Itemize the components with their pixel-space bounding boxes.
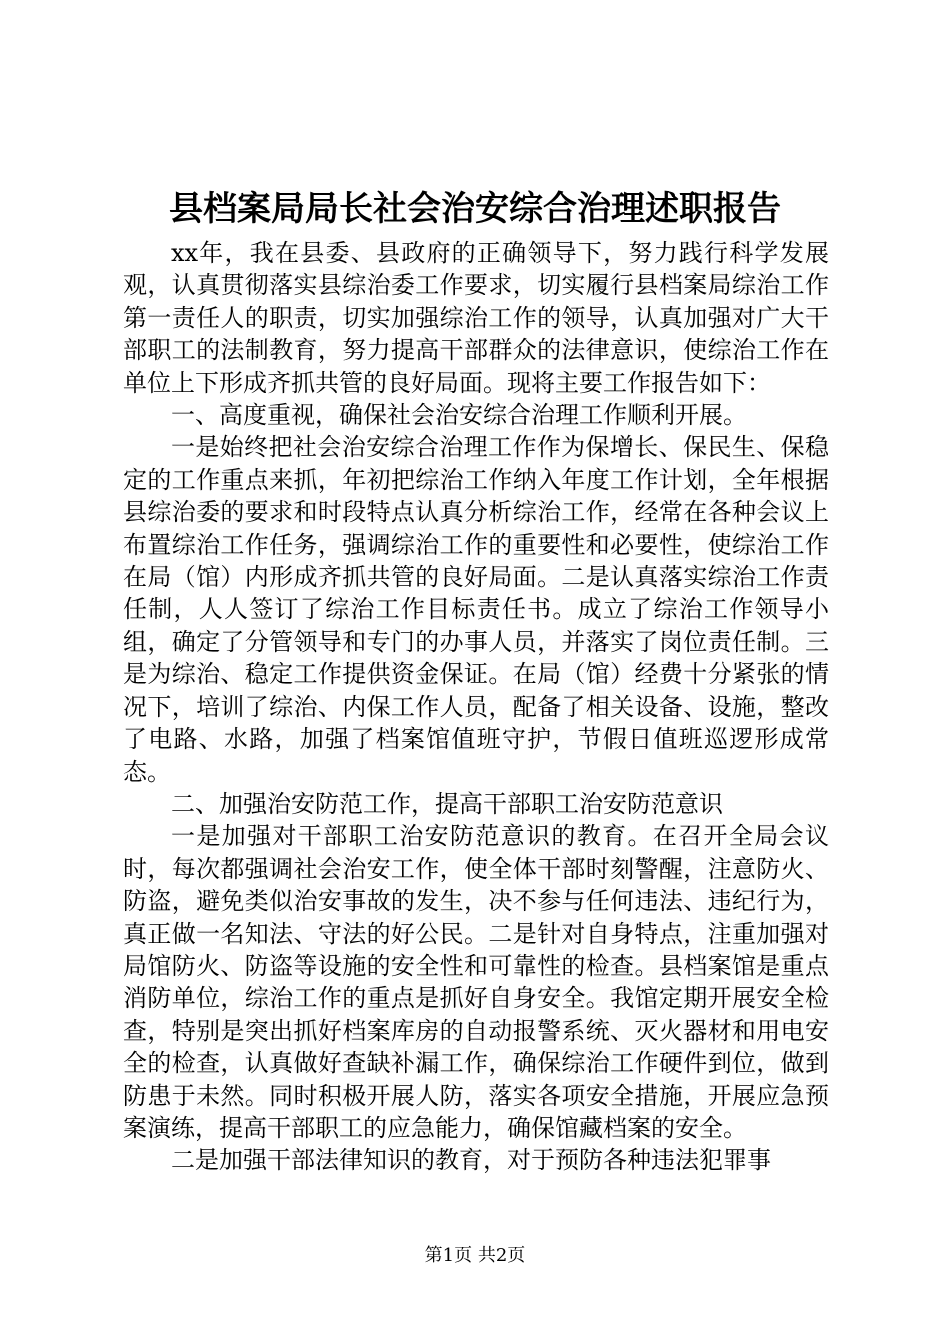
section-heading-1: 一、高度重视，确保社会治安综合治理工作顺利开展。 xyxy=(171,401,747,430)
section-heading-2: 二、加强治安防范工作，提高干部职工治安防范意识 xyxy=(171,789,723,818)
document-title: 县档案局局长社会治安综合治理述职报告 xyxy=(169,189,781,229)
paragraph-section-2: 一是加强对干部职工治安防范意识的教育。在召开全局会议时，每次都强调社会治安工作，使全体干部时刻警醒，注意防火、防盗，避免类似治安事故的发生，决不参与任何违法、违纪行为，真正做一名知法、守法的好公民。二是针对自身特点，注重加强对局馆防火、防盗等设施的安全性和可靠性的检查。县档案馆是重点消防单位，综治工作的重点是抓好自身安全。我馆定期开展安全检查，特别是突出抓好档案库房的自动报警系统、灭火器材和用电安全的检查，认真做好查缺补漏工作，确保综治工作硬件到位，做到防患于未然。同时积极开展人防，落实各项安全措施，开展应急预案演练，提高干部职工的应急能力，确保馆藏档案的安全。 xyxy=(123,822,829,1142)
paragraph-intro: xx年，我在县委、县政府的正确领导下，努力践行科学发展观，认真贯彻落实县综治委工作要求，切实履行县档案局综治工作第一责任人的职责，切实加强综治工作的领导，认真加强对广大干部职工的法制教育，努力提高干部群众的法律意识，使综治工作在单位上下形成齐抓共管的良好局面。现将主要工作报告如下： xyxy=(123,239,829,397)
document-body xyxy=(123,237,829,1177)
paragraph-section-2-continued: 二是加强干部法律知识的教育，对于预防各种违法犯罪事 xyxy=(171,1146,771,1175)
page-number-footer: 第1页 共2页 xyxy=(424,1245,526,1266)
paragraph-section-1: 一是始终把社会治安综合治理工作作为保增长、保民生、保稳定的工作重点来抓，年初把综治工作纳入年度工作计划，全年根据县综治委的要求和时段特点认真分析综治工作，经常在各种会议上布置综治工作任务，强调综治工作的重要性和必要性，使综治工作在局（馆）内形成齐抓共管的良好局面。二是认真落实综治工作责任制，人人签订了综治工作目标责任书。成立了综治工作领导小组，确定了分管领导和专门的办事人员，并落实了岗位责任制。三是为综治、稳定工作提供资金保证。在局（馆）经费十分紧张的情况下，培训了综治、内保工作人员，配备了相关设备、设施，整改了电路、水路，加强了档案馆值班守护，节假日值班巡逻形成常态。 xyxy=(123,433,829,786)
